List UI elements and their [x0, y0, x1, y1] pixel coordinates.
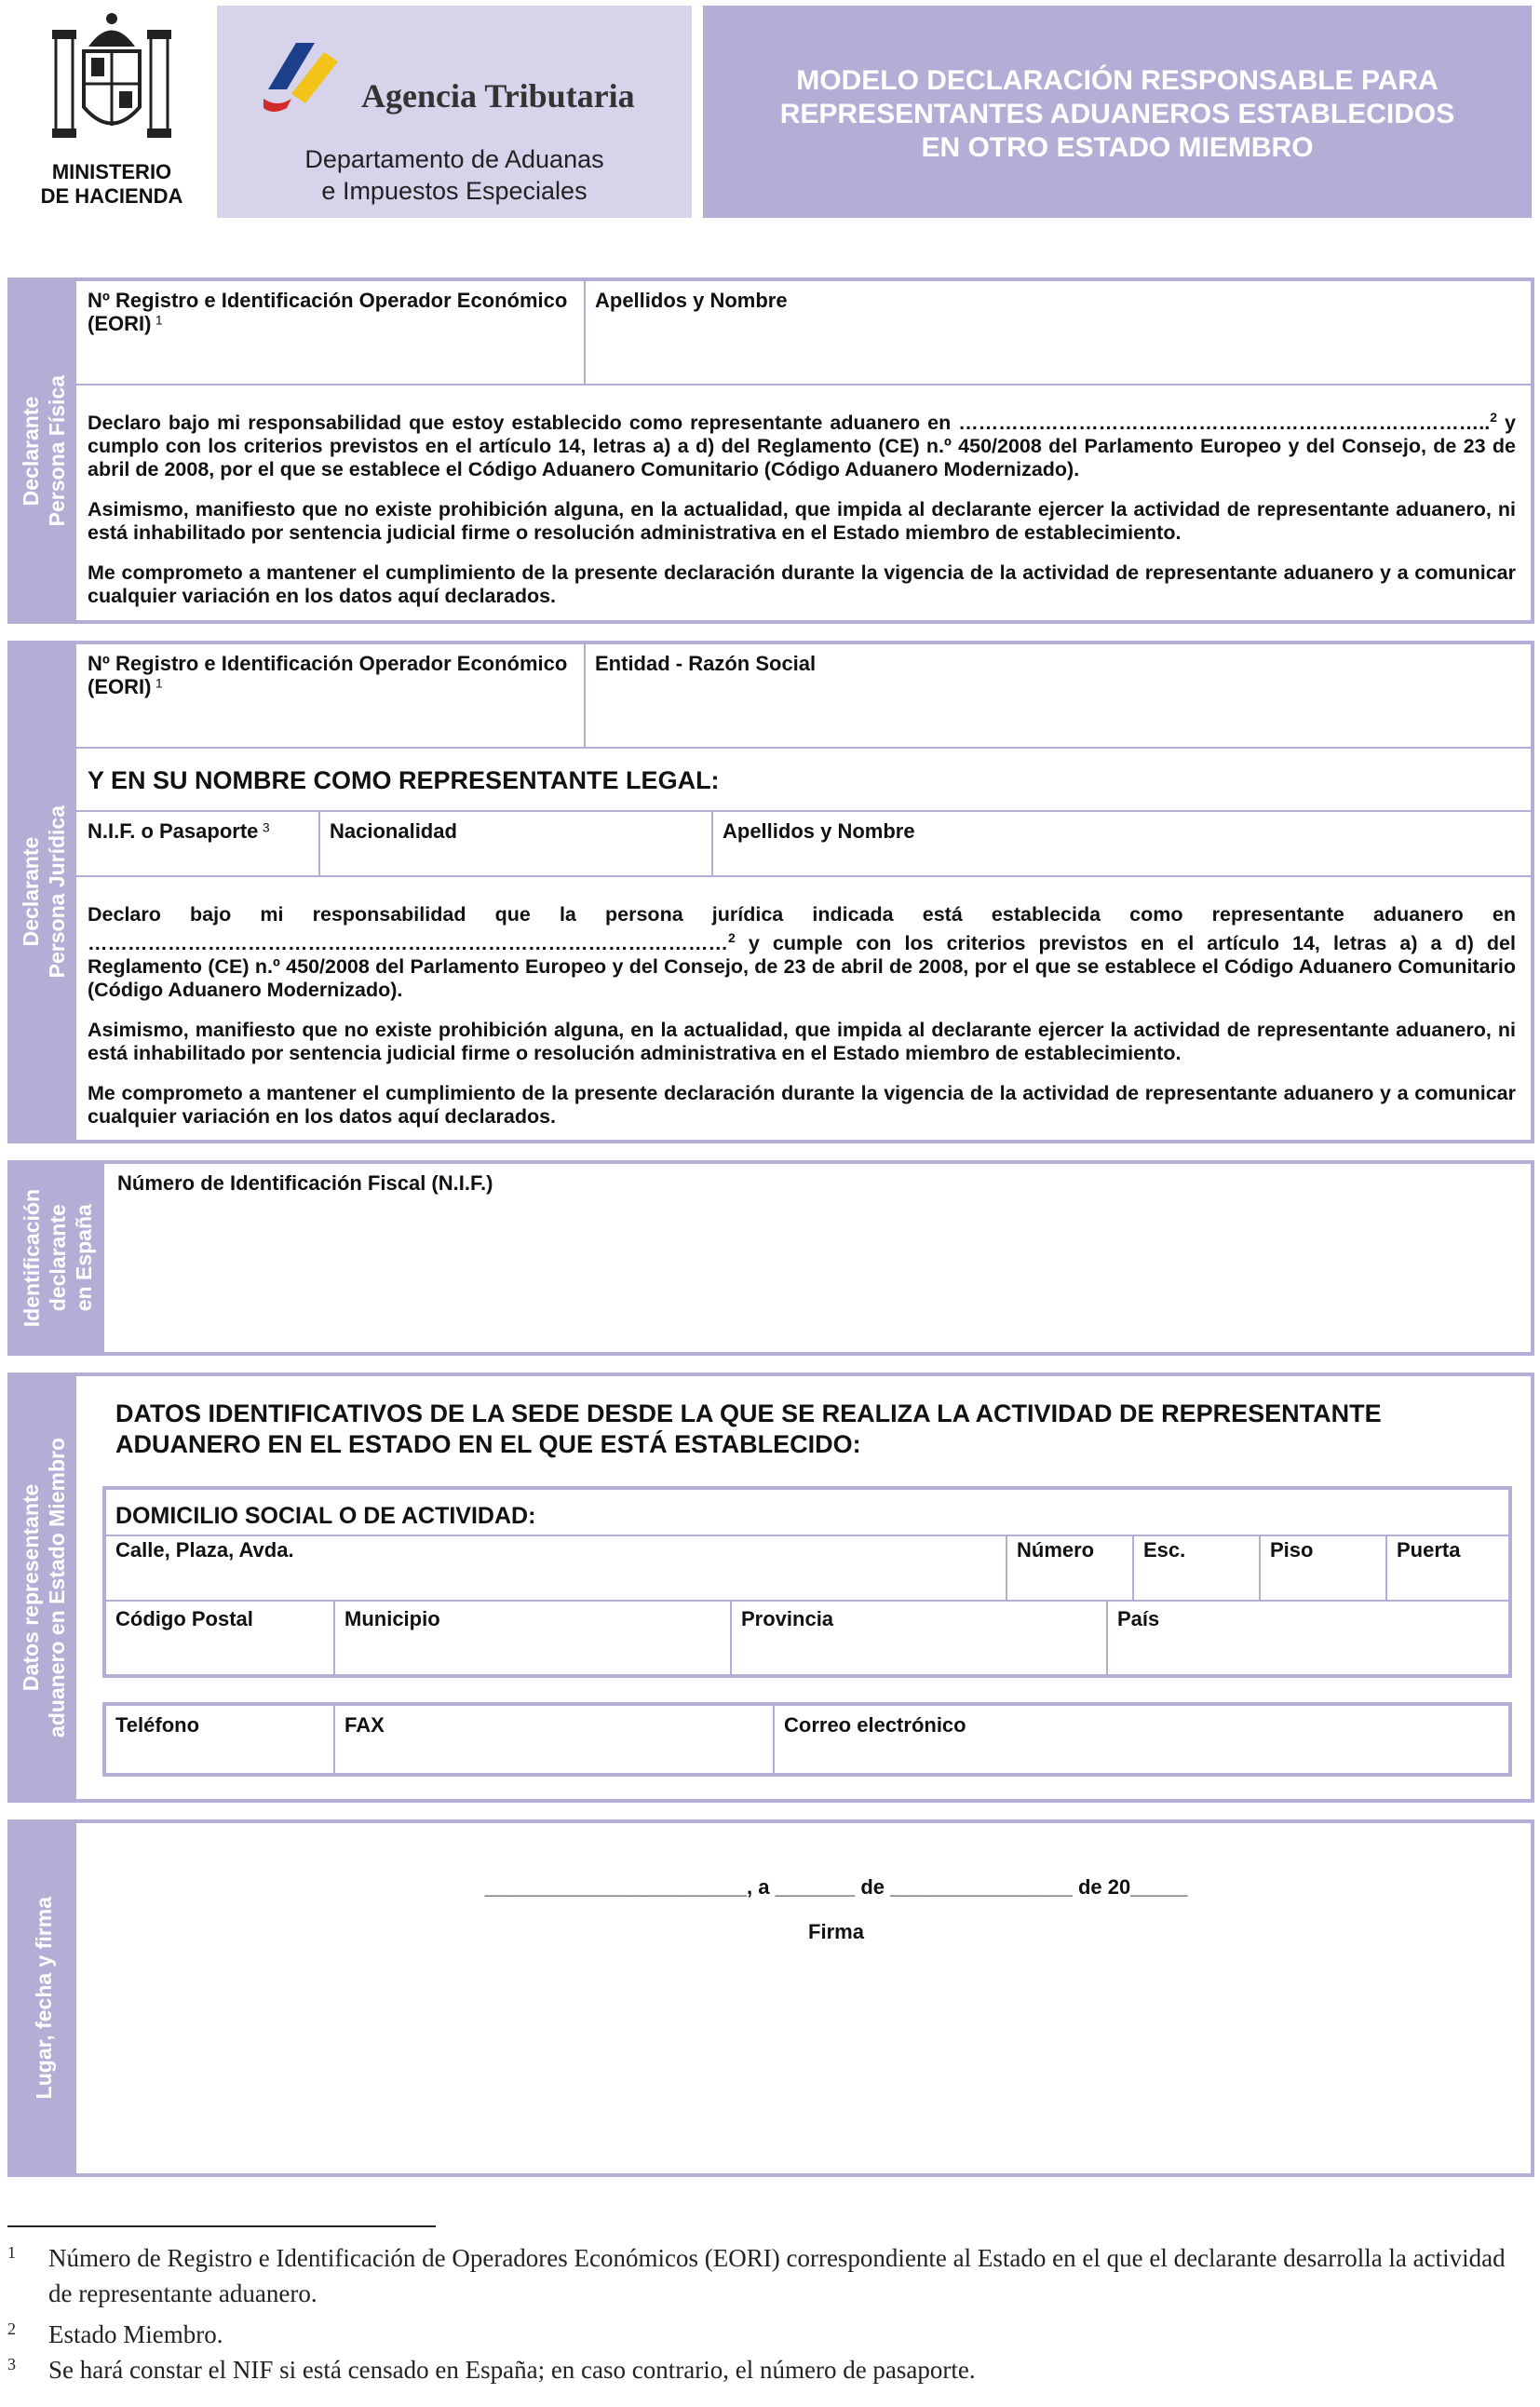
form-title-line1: MODELO DECLARACIÓN RESPONSABLE PARA [796, 65, 1439, 96]
declaration-text [88, 406, 1516, 608]
eori-field[interactable]: Nº Registro e Identificación Operador Económico (EORI) $^1$ [88, 652, 568, 698]
municipio-label: Municipio [344, 1607, 440, 1630]
postal-code-field[interactable] [106, 1600, 333, 1674]
footnote-2 [7, 2317, 1534, 2352]
domicilio-heading: DOMICILIO SOCIAL O DE ACTIVIDAD: [115, 1503, 536, 1529]
eori-label: Nº Registro e Identificación Operador Económico (EORI) [88, 289, 568, 335]
pais-label: País [1117, 1607, 1160, 1630]
form-title-line3: EN OTRO ESTADO MIEMBRO [921, 132, 1314, 163]
street-field[interactable] [106, 1531, 1006, 1596]
form-title-box [703, 6, 1532, 218]
number-field[interactable] [1007, 1531, 1132, 1596]
section-side-label: Declarante Persona Física [11, 281, 76, 620]
contact-box [102, 1702, 1512, 1777]
footnote-separator [7, 2225, 436, 2227]
agency-box [217, 6, 692, 218]
footnote-number: 3 [7, 2355, 16, 2373]
section-side-label: Lugar, fecha y firma [11, 1823, 76, 2173]
agency-name: Agencia Tributaria [361, 77, 635, 115]
department-line1: Departamento de Aduanas [304, 145, 604, 173]
puerta-label: Puerta [1397, 1538, 1461, 1562]
sede-heading-line2: ADUANERO EN EL ESTADO EN EL QUE ESTÁ ESTABLECIDO: [115, 1430, 861, 1458]
provincia-label: Provincia [741, 1607, 834, 1630]
entity-field[interactable] [586, 644, 1531, 747]
declaration-paragraph-1: Declaro bajo mi responsabilidad que estoy establecido como representante aduanero en ……………………………………………………………………..$^2$ y cumplo con los criterios previstos en el artículo 14, letras a) a d) del Reglamento (CE) n.º 450/2008 del Parlamento Europeo y del Consejo, de 23 de abril de 2008, por el que se establece el Código Aduanero Comunitario (Código Aduanero Modernizado). [88, 410, 1517, 481]
piso-label: Piso [1270, 1538, 1314, 1562]
declaration-paragraph-3: Me comprometo a mantener el cumplimiento de la presente declaración durante la vigencia de la actividad de representante aduanero y a comunicar cualquier variación en los datos aquí declarados. [88, 1082, 1516, 1129]
section-persona-fisica [7, 277, 1534, 624]
section-persona-juridica [7, 641, 1534, 1143]
legal-rep-name-field[interactable] [713, 812, 1531, 875]
footnote-1 [7, 2240, 1534, 2311]
nationality-field[interactable] [320, 812, 711, 875]
nif-passport-field[interactable]: N.I.F. o Pasaporte $^3$ [88, 819, 270, 843]
puerta-field[interactable] [1387, 1531, 1508, 1596]
section-sede-estado-miembro [7, 1373, 1534, 1803]
section-side-label: Declarante Persona Jurídica [11, 644, 76, 1140]
declaration-paragraph-2: Asimismo, manifiesto que no existe prohibición alguna, en la actualidad, que impida al declarante ejercer la actividad de representante aduanero, ni está inhabilitado por sentencia judicial firme o resolución administrativa en el Estado miembro de establecimiento. [88, 498, 1516, 545]
signature-label: Firma [808, 1920, 864, 1943]
spain-nif-field[interactable] [106, 1164, 1531, 1352]
eori-label: Nº Registro e Identificación Operador Económico (EORI) [88, 652, 568, 698]
number-label: Número [1017, 1538, 1095, 1562]
fax-label: FAX [344, 1713, 385, 1737]
ministry-line1: MINISTERIO [51, 160, 172, 183]
legal-rep-name-label: Apellidos y Nombre [723, 819, 915, 843]
place-date-line[interactable]: _______________________, a _______ de ________________ de 20_____ [484, 1875, 1188, 1899]
name-field[interactable] [586, 281, 1531, 384]
entity-label: Entidad - Razón Social [595, 652, 817, 675]
ministry-line2: DE HACIENDA [40, 184, 183, 208]
esc-label: Esc. [1143, 1538, 1186, 1562]
pais-field[interactable] [1108, 1600, 1508, 1674]
name-label: Apellidos y Nombre [595, 289, 788, 312]
nif-passport-label: N.I.F. o Pasaporte [88, 819, 259, 843]
phone-label: Teléfono [115, 1713, 200, 1737]
agency-logo-icon [259, 34, 352, 117]
esc-field[interactable] [1134, 1531, 1259, 1596]
declaration-paragraph-2: Asimismo, manifiesto que no existe prohibición alguna, en la actualidad, que impida al declarante ejercer la actividad de representante aduanero, ni está inhabilitado por sentencia judicial firme o resolución administrativa en el Estado miembro de establecimiento. [88, 1019, 1516, 1065]
phone-field[interactable] [106, 1706, 333, 1773]
email-field[interactable] [775, 1706, 1508, 1773]
form-title-line2: REPRESENTANTES ADUANEROS ESTABLECIDOS [779, 99, 1455, 129]
piso-field[interactable] [1261, 1531, 1385, 1596]
section-identificacion-espana [7, 1160, 1534, 1356]
footnote-number: 1 [7, 2243, 16, 2262]
spain-nif-label: Número de Identificación Fiscal (N.I.F.) [117, 1171, 493, 1195]
section-lugar-fecha-firma [7, 1819, 1534, 2177]
declaration-text [88, 903, 1516, 1129]
section-side-label: Datos representante aduanero en Estado Miembro [11, 1376, 76, 1799]
coat-of-arms-icon [47, 9, 177, 149]
ministry-logo [28, 9, 196, 214]
declaration-paragraph-3: Me comprometo a mantener el cumplimiento de la presente declaración durante la vigencia de la actividad de representante aduanero y a comunicar cualquier variación en los datos aquí declarados. [88, 561, 1516, 608]
declaration-paragraph-1: Declaro bajo mi responsabilidad que la persona jurídica indicada está establecida como representante aduanero en ……………………………………………………………………………………$^2$ y cumple con los criterios previstos en el artículo 14, letras a) a d) del Reglamento (CE) n.º 450/2008 del Parlamento Europeo y del Consejo, de 23 de abril de 2008, por el que se establece el Código Aduanero Comunitario (Código Aduanero Modernizado). [88, 903, 1516, 1002]
municipio-field[interactable] [335, 1600, 730, 1674]
footnote-3 [7, 2352, 1534, 2387]
department-line2: e Impuestos Especiales [321, 177, 588, 205]
footnote-text: Número de Registro e Identificación de Operadores Económicos (EORI) correspondiente al Estado en el que el declarante desarrolla la actividad de representante aduanero. [48, 2244, 1506, 2307]
nationality-label: Nacionalidad [330, 819, 457, 843]
domicilio-box [102, 1486, 1512, 1678]
email-label: Correo electrónico [784, 1713, 966, 1737]
footnote-text: Estado Miembro. [48, 2320, 223, 2348]
section-side-label: Identificación declarante en España [11, 1164, 104, 1352]
postal-code-label: Código Postal [115, 1607, 253, 1630]
legal-representative-heading: Y EN SU NOMBRE COMO REPRESENTANTE LEGAL: [88, 766, 720, 794]
footnote-number: 2 [7, 2319, 16, 2338]
street-label: Calle, Plaza, Avda. [115, 1538, 294, 1562]
provincia-field[interactable] [732, 1600, 1106, 1674]
eori-field[interactable]: Nº Registro e Identificación Operador Económico (EORI) $^1$ [88, 289, 568, 335]
fax-field[interactable] [335, 1706, 773, 1773]
sede-heading-line1: DATOS IDENTIFICATIVOS DE LA SEDE DESDE LA QUE SE REALIZA LA ACTIVIDAD DE REPRESENTANTE [115, 1400, 1382, 1427]
footnote-text: Se hará constar el NIF si está censado en España; en caso contrario, el número de pasaporte. [48, 2356, 976, 2384]
